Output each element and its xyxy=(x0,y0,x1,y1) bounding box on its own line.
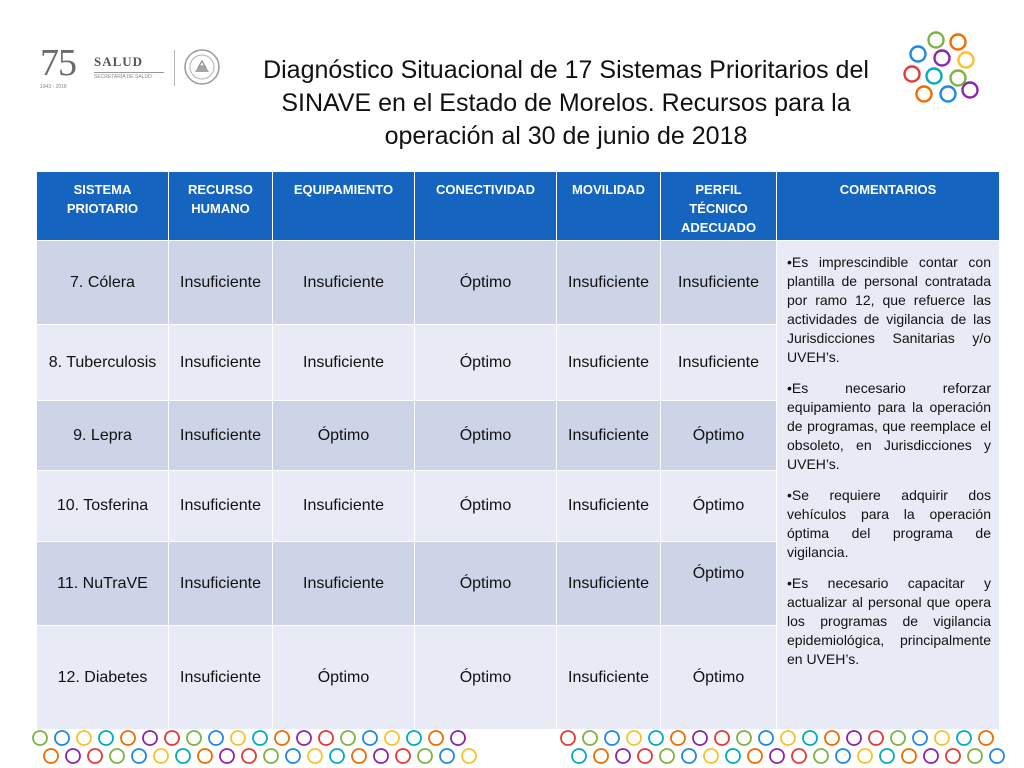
ring-shape xyxy=(176,749,190,763)
ring-shape xyxy=(231,731,245,745)
colored-rings-decoration xyxy=(0,726,1024,768)
ring-shape xyxy=(242,749,256,763)
ring-shape xyxy=(583,731,597,745)
header-perfil: PERFIL TÉCNICO ADECUADO xyxy=(661,172,777,241)
ring-shape xyxy=(154,749,168,763)
ring-shape xyxy=(627,731,641,745)
ring-shape xyxy=(803,731,817,745)
ring-shape xyxy=(352,749,366,763)
ring-shape xyxy=(929,33,944,48)
ring-shape xyxy=(927,69,942,84)
header-movilidad: MOVILIDAD xyxy=(557,172,661,241)
ring-shape xyxy=(825,731,839,745)
cell-movilidad: Insuficiente xyxy=(557,401,661,471)
ring-shape xyxy=(847,731,861,745)
ring-shape xyxy=(77,731,91,745)
ring-shape xyxy=(924,749,938,763)
salud-logo xyxy=(94,54,164,80)
ring-shape xyxy=(55,731,69,745)
cell-conectividad: Óptimo xyxy=(415,471,557,542)
header-recurso: RECURSO HUMANO xyxy=(169,172,273,241)
ring-shape xyxy=(858,749,872,763)
ring-shape xyxy=(385,731,399,745)
ring-shape xyxy=(671,731,685,745)
ring-shape xyxy=(880,749,894,763)
ring-shape xyxy=(297,731,311,745)
ring-shape xyxy=(451,731,465,745)
ring-shape xyxy=(594,749,608,763)
cell-perfil: Óptimo xyxy=(661,542,777,626)
cell-equipamiento: Óptimo xyxy=(273,626,415,730)
ring-shape xyxy=(792,749,806,763)
cell-equipamiento: Insuficiente xyxy=(273,325,415,401)
ring-shape xyxy=(341,731,355,745)
ring-shape xyxy=(979,731,993,745)
ring-shape xyxy=(781,731,795,745)
cell-movilidad: Insuficiente xyxy=(557,626,661,730)
cell-sistema: 11. NuTraVE xyxy=(37,542,169,626)
header-conectividad: CONECTIVIDAD xyxy=(415,172,557,241)
ring-shape xyxy=(286,749,300,763)
ring-shape xyxy=(363,731,377,745)
ring-shape xyxy=(748,749,762,763)
comments-cell xyxy=(777,241,1000,730)
ring-shape xyxy=(935,731,949,745)
cell-recurso: Insuficiente xyxy=(169,542,273,626)
ring-shape xyxy=(759,731,773,745)
logo-number: 75 xyxy=(40,42,76,84)
diagnostic-table xyxy=(36,171,1000,730)
table-row xyxy=(37,241,1000,325)
ring-shape xyxy=(935,51,950,66)
ring-shape xyxy=(143,731,157,745)
ring-shape xyxy=(963,83,978,98)
ring-shape xyxy=(905,67,920,82)
cell-recurso: Insuficiente xyxy=(169,401,273,471)
table-header-row xyxy=(37,172,1000,241)
ring-shape xyxy=(374,749,388,763)
ring-shape xyxy=(951,71,966,86)
ring-shape xyxy=(209,731,223,745)
ring-shape xyxy=(429,731,443,745)
ring-shape xyxy=(132,749,146,763)
cell-sistema: 12. Diabetes xyxy=(37,626,169,730)
ring-shape xyxy=(913,731,927,745)
header-comentarios: COMENTARIOS xyxy=(777,172,1000,241)
comment-2: •Es necesario reforzar equipamiento para la operación de programas, que reemplace el obsoleto, en Jurisdicciones y UVEH’s. xyxy=(787,380,991,472)
ring-shape xyxy=(770,749,784,763)
ring-shape xyxy=(836,749,850,763)
ring-shape xyxy=(951,35,966,50)
ring-shape xyxy=(308,749,322,763)
title-line-2: SINAVE en el Estado de Morelos. Recursos para la xyxy=(281,89,851,117)
ring-shape xyxy=(396,749,410,763)
ring-shape xyxy=(968,749,982,763)
ring-shape xyxy=(187,731,201,745)
ring-shape xyxy=(946,749,960,763)
cell-recurso: Insuficiente xyxy=(169,471,273,542)
cell-conectividad: Óptimo xyxy=(415,325,557,401)
ring-shape xyxy=(330,749,344,763)
anniversary-75-logo xyxy=(40,44,82,92)
ring-shape xyxy=(649,731,663,745)
comment-3: •Se requiere adquirir dos vehículos para la operación óptima del programa de vigilancia. xyxy=(787,487,991,560)
ring-shape xyxy=(561,731,575,745)
cell-perfil: Óptimo xyxy=(661,626,777,730)
ring-shape xyxy=(165,731,179,745)
ring-shape xyxy=(737,731,751,745)
ring-shape xyxy=(638,749,652,763)
ring-shape xyxy=(814,749,828,763)
ring-shape xyxy=(957,731,971,745)
mexico-coat-of-arms-icon xyxy=(183,48,221,86)
cell-equipamiento: Óptimo xyxy=(273,401,415,471)
ring-shape xyxy=(959,53,974,68)
title-line-3: operación al 30 de junio de 2018 xyxy=(384,122,748,150)
cell-conectividad: Óptimo xyxy=(415,626,557,730)
cell-sistema: 7. Cólera xyxy=(37,241,169,325)
ring-shape xyxy=(66,749,80,763)
cell-equipamiento: Insuficiente xyxy=(273,542,415,626)
cell-conectividad: Óptimo xyxy=(415,241,557,325)
logo-years: 1943 - 2018 xyxy=(40,84,67,90)
cell-recurso: Insuficiente xyxy=(169,325,273,401)
ring-shape xyxy=(407,731,421,745)
ring-shape xyxy=(319,731,333,745)
cell-perfil: Insuficiente xyxy=(661,241,777,325)
cell-sistema: 8. Tuberculosis xyxy=(37,325,169,401)
ring-shape xyxy=(253,731,267,745)
cell-movilidad: Insuficiente xyxy=(557,325,661,401)
logo-divider xyxy=(174,50,175,86)
ring-shape xyxy=(693,731,707,745)
ring-shape xyxy=(264,749,278,763)
title-line-1: Diagnóstico Situacional de 17 Sistemas Prioritarios del xyxy=(263,56,869,84)
ring-shape xyxy=(33,731,47,745)
cell-sistema: 10. Tosferina xyxy=(37,471,169,542)
ring-shape xyxy=(99,731,113,745)
cell-conectividad: Óptimo xyxy=(415,542,557,626)
salud-label: SALUD xyxy=(94,54,144,69)
ring-shape xyxy=(572,749,586,763)
ring-shape xyxy=(911,47,926,62)
ring-shape xyxy=(715,731,729,745)
ring-shape xyxy=(220,749,234,763)
cell-recurso: Insuficiente xyxy=(169,241,273,325)
ring-shape xyxy=(726,749,740,763)
cell-movilidad: Insuficiente xyxy=(557,241,661,325)
cell-perfil: Óptimo xyxy=(661,471,777,542)
cell-perfil: Insuficiente xyxy=(661,325,777,401)
cell-equipamiento: Insuficiente xyxy=(273,241,415,325)
ring-shape xyxy=(869,731,883,745)
ring-shape xyxy=(891,731,905,745)
ring-shape xyxy=(682,749,696,763)
cell-conectividad: Óptimo xyxy=(415,401,557,471)
ring-shape xyxy=(440,749,454,763)
ring-shape xyxy=(44,749,58,763)
colored-rings-decoration xyxy=(900,30,980,106)
cell-equipamiento: Insuficiente xyxy=(273,471,415,542)
page-title xyxy=(226,54,906,153)
cell-perfil: Óptimo xyxy=(661,401,777,471)
ring-shape xyxy=(462,749,476,763)
cell-movilidad: Insuficiente xyxy=(557,471,661,542)
ring-shape xyxy=(660,749,674,763)
header-sistema: SISTEMA PRIOTARIO xyxy=(37,172,169,241)
comment-4: •Es necesario capacitar y actualizar al personal que opera los programas de vigilancia epidemiológica, principalmente en UVEH’s. xyxy=(787,575,991,667)
salud-sub: SECRETARÍA DE SALUD xyxy=(94,72,164,80)
cell-recurso: Insuficiente xyxy=(169,626,273,730)
ring-shape xyxy=(418,749,432,763)
ring-shape xyxy=(88,749,102,763)
header-equipamiento: EQUIPAMIENTO xyxy=(273,172,415,241)
ring-shape xyxy=(941,87,956,102)
cell-movilidad: Insuficiente xyxy=(557,542,661,626)
ring-shape xyxy=(275,731,289,745)
comment-1: •Es imprescindible contar con plantilla de personal contratada por ramo 12, que refuerce las actividades de vigilancia de las Jurisdicciones Sanitarias y/o UVEH’s. xyxy=(787,254,991,365)
ring-shape xyxy=(605,731,619,745)
ring-shape xyxy=(616,749,630,763)
ring-shape xyxy=(990,749,1004,763)
ring-shape xyxy=(121,731,135,745)
ring-shape xyxy=(110,749,124,763)
ring-shape xyxy=(917,87,932,102)
ring-shape xyxy=(198,749,212,763)
ring-shape xyxy=(704,749,718,763)
cell-sistema: 9. Lepra xyxy=(37,401,169,471)
ring-shape xyxy=(902,749,916,763)
